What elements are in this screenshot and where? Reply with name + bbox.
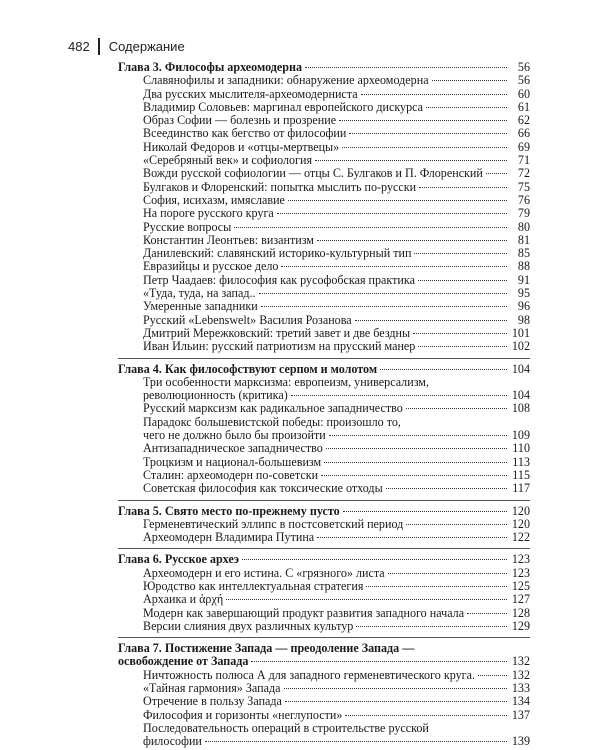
toc-title-line: Философия и горизонты «неглупости» — [143, 707, 343, 722]
toc-title-line: «Туда, туда, на запад.. — [143, 286, 256, 301]
toc-line — [143, 287, 530, 300]
toc-title-line: Булгаков и Флоренский: попытка мыслить по-русски — [143, 179, 417, 194]
dot-leader — [432, 80, 507, 81]
toc-line — [143, 194, 530, 207]
dot-leader — [343, 511, 507, 512]
dot-leader — [321, 475, 507, 476]
toc-page-number: 96 — [517, 299, 530, 314]
toc-line — [118, 363, 530, 376]
dot-leader — [285, 701, 507, 702]
toc-title-line: Архаика и ἀρχή — [143, 592, 224, 607]
toc-title-line: Ничтожность полюса А для западного герменевтического круга. — [143, 667, 475, 682]
dot-leader — [486, 173, 507, 174]
toc-line — [143, 181, 530, 194]
toc-title-line: Сталин: археомодерн по-советски — [143, 467, 319, 482]
page-number: 482 — [68, 39, 90, 54]
dot-leader — [345, 715, 507, 716]
toc-section — [118, 340, 530, 353]
toc-section — [118, 402, 530, 415]
toc-title-line: Версии слияния двух различных культур — [143, 618, 354, 633]
toc-title-line: Глава 5. Свято место по-прежнему пусто — [118, 503, 340, 518]
toc-line — [143, 709, 530, 722]
toc-section — [118, 376, 530, 403]
toc-title-line: Антизападническое западничество — [143, 441, 323, 456]
toc-line — [143, 247, 530, 260]
toc-title-line: Три особенности марксизма: европеизм, универсализм, — [143, 374, 429, 389]
toc-page-number: 134 — [511, 694, 530, 709]
toc-page-number: 101 — [511, 325, 530, 340]
toc-page-number: 75 — [517, 179, 530, 194]
toc-page-number: 62 — [517, 113, 530, 128]
toc-page-number: 85 — [517, 246, 530, 261]
toc-title-line: Образ Софии — болезнь и прозрение — [143, 113, 337, 128]
dot-leader — [205, 741, 507, 742]
toc-page-number: 137 — [511, 707, 530, 722]
toc-title-line: Дмитрий Мережковский: третий завет и две бездны — [143, 325, 411, 340]
toc-section — [118, 207, 530, 220]
toc-page-number: 88 — [517, 259, 530, 274]
chapter-divider — [118, 548, 530, 549]
toc-section — [118, 88, 530, 101]
toc-section — [118, 287, 530, 300]
dot-leader — [277, 213, 507, 214]
dot-leader — [284, 688, 508, 689]
dot-leader — [226, 599, 507, 600]
toc-section — [118, 300, 530, 313]
toc-title-line: Константин Леонтьев: византизм — [143, 232, 314, 247]
section-title: Содержание — [108, 39, 185, 54]
toc-line — [143, 482, 530, 495]
toc-line — [143, 620, 530, 633]
chapter-divider — [118, 500, 530, 501]
header-divider — [98, 38, 100, 55]
dot-leader — [419, 187, 507, 188]
toc-page-number: 129 — [511, 618, 530, 633]
dot-leader — [324, 462, 507, 463]
toc-title-line: чего не должно было бы произойти — [143, 428, 326, 443]
dot-leader — [361, 94, 507, 95]
toc-line — [143, 101, 530, 114]
toc-title-line: Глава 3. Философы археомодерна — [118, 60, 302, 74]
dot-leader — [478, 675, 507, 676]
toc-section — [118, 531, 530, 544]
toc-line — [143, 234, 530, 247]
chapter-divider — [118, 637, 530, 638]
toc-title-line: Петр Чаадаев: философия как русофобская практика — [143, 272, 415, 287]
toc-section — [118, 167, 530, 180]
dot-leader — [418, 346, 507, 347]
toc-page-number: 80 — [517, 219, 530, 234]
toc-title-line: Евразийцы и русское дело — [143, 259, 279, 274]
toc-title-line: Русский «Lebenswelt» Василия Розанова — [143, 312, 352, 327]
dot-leader — [386, 488, 507, 489]
toc-line — [143, 442, 530, 455]
toc-title-line: София, исихазм, имяславие — [143, 192, 285, 207]
toc-page-number: 56 — [517, 73, 530, 88]
toc-page-number: 110 — [512, 441, 530, 456]
dot-leader — [326, 448, 507, 449]
toc-section — [118, 327, 530, 340]
toc-page-number: 127 — [511, 592, 530, 607]
toc-line — [118, 655, 530, 668]
toc-title-line: Парадокс большевистской победы: произошло то, — [143, 414, 401, 429]
toc-page-number: 123 — [511, 565, 530, 580]
toc-title-line: Данилевский: славянский историко-культурный тип — [143, 246, 412, 261]
toc-line — [143, 221, 530, 234]
toc-page-number: 79 — [517, 206, 530, 221]
toc-page-number: 81 — [517, 232, 530, 247]
toc-section — [118, 442, 530, 455]
running-head — [68, 38, 185, 55]
toc-line — [143, 456, 530, 469]
toc-title-line: Николай Федоров и «отцы-мертвецы» — [143, 139, 340, 154]
toc-page-number: 60 — [517, 86, 530, 101]
toc-page-number: 133 — [511, 681, 530, 696]
toc-line — [143, 74, 530, 87]
dot-leader — [355, 320, 507, 321]
toc-line — [143, 402, 530, 415]
toc-section — [118, 456, 530, 469]
toc-section — [118, 101, 530, 114]
toc-line — [118, 61, 530, 74]
dot-leader — [413, 333, 507, 334]
toc-line — [143, 607, 530, 620]
toc-section — [118, 274, 530, 287]
toc-title-line: Глава 7. Постижение Запада — преодоление Запада — — [118, 641, 415, 656]
toc-page-number: 123 — [511, 552, 530, 567]
toc-title-line: Глава 6. Русское археэ — [118, 552, 240, 567]
dot-leader — [251, 661, 507, 662]
toc-page-number: 132 — [511, 667, 530, 682]
toc-title-line: Иван Ильин: русский патриотизм на прусский манер — [143, 339, 416, 354]
toc-line — [143, 327, 530, 340]
toc-line — [143, 429, 530, 442]
dot-leader — [414, 253, 507, 254]
toc-page-number: 120 — [511, 503, 530, 518]
toc-section — [118, 669, 530, 682]
toc-page-number: 115 — [512, 467, 530, 482]
toc-chapter — [118, 363, 530, 376]
toc-chapter — [118, 642, 530, 669]
toc-section — [118, 709, 530, 722]
toc-line — [143, 567, 530, 580]
toc-title-line: Последовательность операций в строительстве русской — [143, 720, 429, 735]
dot-leader — [291, 395, 507, 396]
dot-leader — [315, 160, 507, 161]
toc-page-number: 61 — [517, 99, 530, 114]
toc-page-number: 91 — [517, 272, 530, 287]
toc-title-line: «Серебряный век» и софиология — [143, 153, 313, 168]
toc-section — [118, 247, 530, 260]
dot-leader — [406, 524, 507, 525]
dot-leader — [418, 280, 507, 281]
toc-page-number: 76 — [517, 192, 530, 207]
toc-title-line: На пороге русского круга — [143, 206, 274, 221]
toc-line — [143, 88, 530, 101]
toc-section — [118, 314, 530, 327]
toc-title-line: Вожди русской софиологии — отцы С. Булгаков и П. Флоренский — [143, 166, 483, 181]
toc-page-number: 72 — [517, 166, 530, 181]
toc-page-number: 139 — [511, 734, 530, 749]
toc-section — [118, 567, 530, 580]
toc-page-number: 125 — [511, 578, 530, 593]
dot-leader — [342, 147, 507, 148]
dot-leader — [242, 559, 507, 560]
toc-page-number: 120 — [511, 516, 530, 531]
dot-leader — [317, 537, 507, 538]
toc-page-number: 66 — [517, 126, 530, 141]
toc-title-line: революционность (критика) — [143, 388, 288, 403]
toc-section — [118, 221, 530, 234]
toc-section — [118, 74, 530, 87]
toc-line — [143, 682, 530, 695]
dot-leader — [317, 240, 507, 241]
dot-leader — [380, 369, 507, 370]
toc-title-line: Герменевтический эллипс в постсоветский период — [143, 516, 404, 531]
toc-chapter — [118, 61, 530, 74]
toc-line — [143, 167, 530, 180]
toc-line — [118, 553, 530, 566]
toc-title-line: Глава 4. Как философствуют серпом и молотом — [118, 361, 378, 376]
toc-line — [143, 314, 530, 327]
toc-section — [118, 234, 530, 247]
table-of-contents — [118, 61, 530, 749]
toc-page-number: 128 — [511, 605, 530, 620]
toc-title-line: Отречение в пользу Запада — [143, 694, 282, 709]
toc-line — [143, 154, 530, 167]
dot-leader — [329, 435, 507, 436]
toc-title-line: Археомодерн и его истина. С «грязного» листа — [143, 565, 385, 580]
toc-title-line: Русские вопросы — [143, 219, 232, 234]
toc-page-number: 122 — [511, 530, 530, 545]
toc-line — [143, 593, 530, 606]
toc-line — [143, 141, 530, 154]
dot-leader — [356, 626, 507, 627]
toc-line — [143, 695, 530, 708]
toc-line — [143, 669, 530, 682]
dot-leader — [467, 613, 507, 614]
dot-leader — [406, 408, 507, 409]
toc-section — [118, 482, 530, 495]
toc-title-line: философии — [143, 734, 202, 749]
toc-section — [118, 695, 530, 708]
toc-title-line: Археомодерн Владимира Путина — [143, 530, 315, 545]
toc-page-number: 132 — [511, 654, 530, 669]
toc-page-number: 95 — [517, 286, 530, 301]
toc-line — [143, 469, 530, 482]
toc-chapter — [118, 505, 530, 518]
dot-leader — [366, 586, 507, 587]
dot-leader — [339, 120, 507, 121]
toc-line — [143, 735, 530, 748]
toc-line — [118, 505, 530, 518]
toc-section — [118, 580, 530, 593]
toc-chapter — [118, 553, 530, 566]
dot-leader — [234, 227, 507, 228]
dot-leader — [388, 573, 507, 574]
toc-page-number: 104 — [511, 361, 530, 376]
toc-page-number: 71 — [517, 153, 530, 168]
toc-title-line: Два русских мыслителя-археомодерниста — [143, 86, 358, 101]
toc-title-line: Всеединство как бегство от философии — [143, 126, 347, 141]
toc-line — [143, 531, 530, 544]
toc-section — [118, 469, 530, 482]
toc-section — [118, 154, 530, 167]
toc-page-number: 56 — [517, 60, 530, 74]
toc-section — [118, 127, 530, 140]
toc-page-number: 113 — [512, 454, 530, 469]
toc-page-number: 104 — [511, 388, 530, 403]
dot-leader — [288, 200, 507, 201]
toc-section — [118, 260, 530, 273]
dot-leader — [305, 67, 507, 68]
toc-section — [118, 593, 530, 606]
toc-page-number: 108 — [511, 401, 530, 416]
dot-leader — [261, 306, 507, 307]
toc-line — [143, 300, 530, 313]
toc-title-line: Умеренные западники — [143, 299, 258, 314]
toc-title-line: Советская философия как токсические отходы — [143, 481, 383, 496]
toc-line — [143, 260, 530, 273]
toc-page-number: 109 — [511, 428, 530, 443]
toc-title-line: Русский марксизм как радикальное западничество — [143, 401, 403, 416]
toc-line — [143, 518, 530, 531]
toc-section — [118, 194, 530, 207]
toc-title-line: Владимир Соловьев: маргинал европейского дискурса — [143, 99, 423, 114]
toc-page-number: 102 — [511, 339, 530, 354]
toc-title-line: Юродство как интеллектуальная стратегия — [143, 578, 364, 593]
toc-title-line: Троцкизм и национал-большевизм — [143, 454, 322, 469]
toc-line — [143, 114, 530, 127]
toc-title-line: «Тайная гармония» Запада — [143, 681, 281, 696]
toc-page-number: 69 — [517, 139, 530, 154]
toc-line — [143, 389, 530, 402]
toc-line — [143, 274, 530, 287]
toc-line — [143, 127, 530, 140]
chapter-divider — [118, 358, 530, 359]
toc-section — [118, 416, 530, 443]
toc-section — [118, 518, 530, 531]
toc-section — [118, 682, 530, 695]
toc-section — [118, 722, 530, 749]
toc-section — [118, 114, 530, 127]
toc-line — [143, 207, 530, 220]
toc-section — [118, 141, 530, 154]
toc-title-line: Модерн как завершающий продукт развития западного начала — [143, 605, 465, 620]
dot-leader — [426, 107, 507, 108]
dot-leader — [349, 133, 507, 134]
dot-leader — [281, 266, 507, 267]
toc-page-number: 117 — [512, 481, 530, 496]
toc-page-number: 98 — [517, 312, 530, 327]
dot-leader — [259, 293, 507, 294]
toc-section — [118, 620, 530, 633]
toc-line — [143, 340, 530, 353]
toc-section — [118, 181, 530, 194]
toc-title-line: освобождение от Запада — [118, 654, 249, 669]
toc-title-line: Славянофилы и западники: обнаружение археомодерна — [143, 73, 429, 88]
toc-section — [118, 607, 530, 620]
toc-line — [143, 580, 530, 593]
